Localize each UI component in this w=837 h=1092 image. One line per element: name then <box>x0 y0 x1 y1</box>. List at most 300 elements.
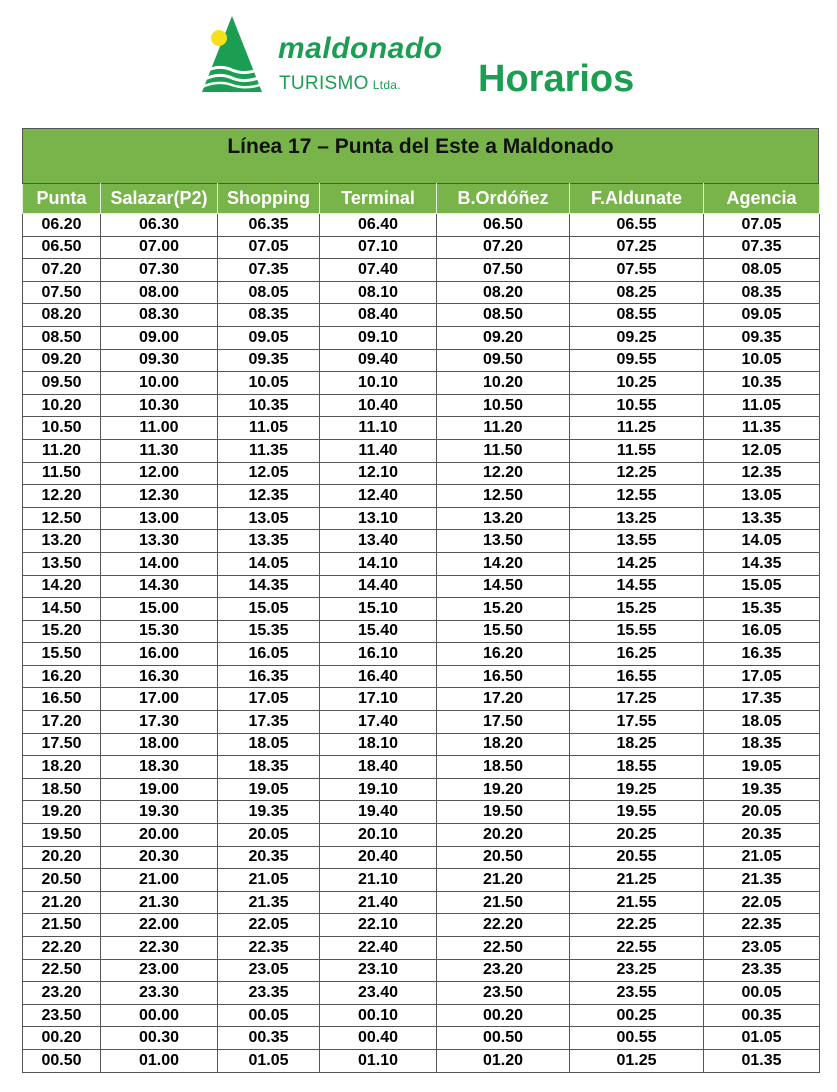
table-row <box>23 756 820 779</box>
time-cell: 10.25 <box>570 372 704 395</box>
time-cell: 23.05 <box>218 959 320 982</box>
table-row <box>23 530 820 553</box>
time-cell: 22.20 <box>437 914 570 937</box>
time-cell: 10.50 <box>437 394 570 417</box>
brand-sub-text: TURISMO <box>279 73 369 94</box>
time-cell: 22.05 <box>704 891 820 914</box>
time-cell: 07.50 <box>437 259 570 282</box>
table-row <box>23 959 820 982</box>
time-cell: 01.20 <box>437 1049 570 1072</box>
time-cell: 13.20 <box>437 507 570 530</box>
time-cell: 08.05 <box>704 259 820 282</box>
time-cell: 23.35 <box>704 959 820 982</box>
time-cell: 08.30 <box>101 304 218 327</box>
table-row <box>23 304 820 327</box>
table-row <box>23 372 820 395</box>
time-cell: 16.20 <box>437 643 570 666</box>
time-cell: 09.00 <box>101 326 218 349</box>
column-header-row <box>23 184 820 214</box>
time-cell: 23.20 <box>23 982 101 1005</box>
time-cell: 10.35 <box>218 394 320 417</box>
table-row <box>23 575 820 598</box>
time-cell: 18.05 <box>218 733 320 756</box>
time-cell: 16.00 <box>101 643 218 666</box>
time-cell: 19.10 <box>320 778 437 801</box>
time-cell: 14.50 <box>23 598 101 621</box>
time-cell: 13.35 <box>704 507 820 530</box>
time-cell: 10.30 <box>101 394 218 417</box>
time-cell: 08.40 <box>320 304 437 327</box>
time-cell: 13.50 <box>23 552 101 575</box>
time-cell: 16.50 <box>437 665 570 688</box>
time-cell: 16.05 <box>704 620 820 643</box>
time-cell: 16.50 <box>23 688 101 711</box>
time-cell: 19.50 <box>23 824 101 847</box>
brand-subtitle <box>279 74 401 93</box>
time-cell: 11.40 <box>320 439 437 462</box>
table-row <box>23 778 820 801</box>
table-row <box>23 801 820 824</box>
time-cell: 07.05 <box>704 214 820 237</box>
table-row <box>23 485 820 508</box>
time-cell: 20.00 <box>101 824 218 847</box>
time-cell: 17.25 <box>570 688 704 711</box>
time-cell: 21.10 <box>320 869 437 892</box>
time-cell: 08.20 <box>23 304 101 327</box>
time-cell: 15.05 <box>704 575 820 598</box>
time-cell: 17.35 <box>218 711 320 734</box>
time-cell: 19.30 <box>101 801 218 824</box>
column-header: F.Aldunate <box>570 184 704 214</box>
time-cell: 14.40 <box>320 575 437 598</box>
time-cell: 00.50 <box>23 1049 101 1072</box>
time-cell: 01.10 <box>320 1049 437 1072</box>
time-cell: 09.50 <box>23 372 101 395</box>
time-cell: 00.30 <box>101 1027 218 1050</box>
time-cell: 13.30 <box>101 530 218 553</box>
time-cell: 16.05 <box>218 643 320 666</box>
time-cell: 17.05 <box>218 688 320 711</box>
time-cell: 21.35 <box>704 869 820 892</box>
maldonado-turismo-logo-icon <box>200 14 264 94</box>
time-cell: 08.35 <box>218 304 320 327</box>
table-row <box>23 462 820 485</box>
time-cell: 19.05 <box>704 756 820 779</box>
time-cell: 12.10 <box>320 462 437 485</box>
time-cell: 09.50 <box>437 349 570 372</box>
time-cell: 16.20 <box>23 665 101 688</box>
time-cell: 17.35 <box>704 688 820 711</box>
time-cell: 16.10 <box>320 643 437 666</box>
time-cell: 00.05 <box>704 982 820 1005</box>
time-cell: 06.30 <box>101 214 218 237</box>
time-cell: 18.35 <box>704 733 820 756</box>
time-cell: 14.50 <box>437 575 570 598</box>
time-cell: 14.05 <box>218 552 320 575</box>
schedule-title: Línea 17 – Punta del Este a Maldonado <box>22 128 819 183</box>
time-cell: 00.00 <box>101 1004 218 1027</box>
time-cell: 23.40 <box>320 982 437 1005</box>
table-row <box>23 643 820 666</box>
time-cell: 20.10 <box>320 824 437 847</box>
time-cell: 11.50 <box>23 462 101 485</box>
time-cell: 12.40 <box>320 485 437 508</box>
time-cell: 20.40 <box>320 846 437 869</box>
time-cell: 06.40 <box>320 214 437 237</box>
time-cell: 21.35 <box>218 891 320 914</box>
table-row <box>23 824 820 847</box>
time-cell: 00.05 <box>218 1004 320 1027</box>
time-cell: 11.55 <box>570 439 704 462</box>
time-cell: 20.25 <box>570 824 704 847</box>
time-cell: 19.00 <box>101 778 218 801</box>
time-cell: 15.50 <box>23 643 101 666</box>
column-header: Salazar(P2) <box>101 184 218 214</box>
time-cell: 15.10 <box>320 598 437 621</box>
time-cell: 19.50 <box>437 801 570 824</box>
time-cell: 11.25 <box>570 417 704 440</box>
time-cell: 20.35 <box>218 846 320 869</box>
time-cell: 14.05 <box>704 530 820 553</box>
time-cell: 20.50 <box>437 846 570 869</box>
time-cell: 13.40 <box>320 530 437 553</box>
time-cell: 18.25 <box>570 733 704 756</box>
time-cell: 21.25 <box>570 869 704 892</box>
time-cell: 14.35 <box>218 575 320 598</box>
time-cell: 11.00 <box>101 417 218 440</box>
time-cell: 08.55 <box>570 304 704 327</box>
time-cell: 10.40 <box>320 394 437 417</box>
table-row <box>23 711 820 734</box>
time-cell: 23.35 <box>218 982 320 1005</box>
table-row <box>23 665 820 688</box>
time-cell: 20.50 <box>23 869 101 892</box>
table-row <box>23 1004 820 1027</box>
table-row <box>23 236 820 259</box>
table-row <box>23 394 820 417</box>
time-cell: 10.55 <box>570 394 704 417</box>
column-header: Punta <box>23 184 101 214</box>
time-cell: 18.50 <box>437 756 570 779</box>
time-cell: 08.05 <box>218 281 320 304</box>
time-cell: 17.20 <box>23 711 101 734</box>
time-cell: 15.50 <box>437 620 570 643</box>
time-cell: 21.50 <box>23 914 101 937</box>
time-cell: 13.50 <box>437 530 570 553</box>
time-cell: 13.35 <box>218 530 320 553</box>
time-cell: 10.20 <box>23 394 101 417</box>
time-cell: 18.20 <box>437 733 570 756</box>
time-cell: 09.05 <box>218 326 320 349</box>
schedule-body <box>23 214 820 1073</box>
time-cell: 09.20 <box>23 349 101 372</box>
time-cell: 18.05 <box>704 711 820 734</box>
time-cell: 22.40 <box>320 937 437 960</box>
time-cell: 19.40 <box>320 801 437 824</box>
time-cell: 19.55 <box>570 801 704 824</box>
time-cell: 23.50 <box>437 982 570 1005</box>
time-cell: 11.30 <box>101 439 218 462</box>
time-cell: 12.20 <box>23 485 101 508</box>
time-cell: 07.30 <box>101 259 218 282</box>
time-cell: 15.20 <box>23 620 101 643</box>
time-cell: 20.20 <box>437 824 570 847</box>
schedule-table <box>22 183 820 1073</box>
time-cell: 01.05 <box>218 1049 320 1072</box>
time-cell: 09.10 <box>320 326 437 349</box>
time-cell: 22.50 <box>23 959 101 982</box>
time-cell: 12.55 <box>570 485 704 508</box>
time-cell: 07.25 <box>570 236 704 259</box>
table-row <box>23 937 820 960</box>
column-header: Agencia <box>704 184 820 214</box>
time-cell: 22.10 <box>320 914 437 937</box>
page-header <box>0 0 837 128</box>
table-row <box>23 507 820 530</box>
time-cell: 22.00 <box>101 914 218 937</box>
time-cell: 22.25 <box>570 914 704 937</box>
time-cell: 14.55 <box>570 575 704 598</box>
time-cell: 15.00 <box>101 598 218 621</box>
table-row <box>23 214 820 237</box>
page-title: Horarios <box>478 58 635 100</box>
time-cell: 06.50 <box>23 236 101 259</box>
time-cell: 18.35 <box>218 756 320 779</box>
time-cell: 13.05 <box>218 507 320 530</box>
time-cell: 19.05 <box>218 778 320 801</box>
time-cell: 14.20 <box>23 575 101 598</box>
time-cell: 06.55 <box>570 214 704 237</box>
time-cell: 07.20 <box>437 236 570 259</box>
table-row <box>23 1049 820 1072</box>
brand-suffix: Ltda. <box>372 78 401 92</box>
time-cell: 08.10 <box>320 281 437 304</box>
time-cell: 19.20 <box>23 801 101 824</box>
time-cell: 17.00 <box>101 688 218 711</box>
time-cell: 08.50 <box>23 326 101 349</box>
time-cell: 12.05 <box>704 439 820 462</box>
time-cell: 09.25 <box>570 326 704 349</box>
time-cell: 11.20 <box>23 439 101 462</box>
time-cell: 08.25 <box>570 281 704 304</box>
time-cell: 13.25 <box>570 507 704 530</box>
time-cell: 08.00 <box>101 281 218 304</box>
time-cell: 18.00 <box>101 733 218 756</box>
time-cell: 07.50 <box>23 281 101 304</box>
time-cell: 16.40 <box>320 665 437 688</box>
time-cell: 23.25 <box>570 959 704 982</box>
time-cell: 12.05 <box>218 462 320 485</box>
table-row <box>23 869 820 892</box>
time-cell: 22.30 <box>101 937 218 960</box>
time-cell: 07.35 <box>218 259 320 282</box>
time-cell: 16.35 <box>218 665 320 688</box>
time-cell: 17.20 <box>437 688 570 711</box>
time-cell: 14.00 <box>101 552 218 575</box>
time-cell: 00.20 <box>437 1004 570 1027</box>
time-cell: 07.10 <box>320 236 437 259</box>
time-cell: 15.30 <box>101 620 218 643</box>
time-cell: 21.30 <box>101 891 218 914</box>
time-cell: 11.35 <box>704 417 820 440</box>
time-cell: 11.05 <box>218 417 320 440</box>
time-cell: 08.50 <box>437 304 570 327</box>
time-cell: 16.30 <box>101 665 218 688</box>
time-cell: 07.20 <box>23 259 101 282</box>
time-cell: 07.05 <box>218 236 320 259</box>
time-cell: 17.50 <box>23 733 101 756</box>
time-cell: 16.55 <box>570 665 704 688</box>
table-row <box>23 281 820 304</box>
time-cell: 15.40 <box>320 620 437 643</box>
time-cell: 11.05 <box>704 394 820 417</box>
time-cell: 19.20 <box>437 778 570 801</box>
time-cell: 11.35 <box>218 439 320 462</box>
time-cell: 12.25 <box>570 462 704 485</box>
time-cell: 01.05 <box>704 1027 820 1050</box>
time-cell: 17.30 <box>101 711 218 734</box>
time-cell: 07.00 <box>101 236 218 259</box>
time-cell: 22.55 <box>570 937 704 960</box>
time-cell: 14.35 <box>704 552 820 575</box>
table-row <box>23 733 820 756</box>
table-row <box>23 326 820 349</box>
table-row <box>23 439 820 462</box>
table-row <box>23 688 820 711</box>
table-row <box>23 1027 820 1050</box>
time-cell: 14.30 <box>101 575 218 598</box>
column-header: B.Ordóñez <box>437 184 570 214</box>
time-cell: 23.50 <box>23 1004 101 1027</box>
time-cell: 12.35 <box>218 485 320 508</box>
time-cell: 21.40 <box>320 891 437 914</box>
time-cell: 17.10 <box>320 688 437 711</box>
time-cell: 15.25 <box>570 598 704 621</box>
time-cell: 17.55 <box>570 711 704 734</box>
time-cell: 11.50 <box>437 439 570 462</box>
time-cell: 13.55 <box>570 530 704 553</box>
schedule-table-container <box>22 128 819 1073</box>
time-cell: 21.05 <box>704 846 820 869</box>
time-cell: 18.50 <box>23 778 101 801</box>
time-cell: 22.35 <box>704 914 820 937</box>
time-cell: 17.50 <box>437 711 570 734</box>
time-cell: 19.25 <box>570 778 704 801</box>
time-cell: 18.20 <box>23 756 101 779</box>
time-cell: 18.30 <box>101 756 218 779</box>
time-cell: 23.00 <box>101 959 218 982</box>
time-cell: 20.35 <box>704 824 820 847</box>
time-cell: 00.10 <box>320 1004 437 1027</box>
time-cell: 06.50 <box>437 214 570 237</box>
time-cell: 22.50 <box>437 937 570 960</box>
time-cell: 15.35 <box>704 598 820 621</box>
time-cell: 07.55 <box>570 259 704 282</box>
time-cell: 10.35 <box>704 372 820 395</box>
table-row <box>23 982 820 1005</box>
time-cell: 13.10 <box>320 507 437 530</box>
time-cell: 18.55 <box>570 756 704 779</box>
time-cell: 10.00 <box>101 372 218 395</box>
time-cell: 17.05 <box>704 665 820 688</box>
time-cell: 00.20 <box>23 1027 101 1050</box>
time-cell: 12.50 <box>437 485 570 508</box>
table-row <box>23 846 820 869</box>
time-cell: 11.20 <box>437 417 570 440</box>
time-cell: 20.20 <box>23 846 101 869</box>
time-cell: 14.10 <box>320 552 437 575</box>
time-cell: 09.40 <box>320 349 437 372</box>
time-cell: 14.25 <box>570 552 704 575</box>
time-cell: 18.40 <box>320 756 437 779</box>
time-cell: 15.05 <box>218 598 320 621</box>
time-cell: 09.20 <box>437 326 570 349</box>
time-cell: 09.55 <box>570 349 704 372</box>
time-cell: 20.05 <box>218 824 320 847</box>
time-cell: 21.50 <box>437 891 570 914</box>
time-cell: 10.05 <box>704 349 820 372</box>
time-cell: 00.50 <box>437 1027 570 1050</box>
time-cell: 12.35 <box>704 462 820 485</box>
table-row <box>23 417 820 440</box>
table-row <box>23 891 820 914</box>
time-cell: 23.30 <box>101 982 218 1005</box>
column-header: Terminal <box>320 184 437 214</box>
time-cell: 09.35 <box>704 326 820 349</box>
time-cell: 01.35 <box>704 1049 820 1072</box>
time-cell: 10.20 <box>437 372 570 395</box>
time-cell: 09.05 <box>704 304 820 327</box>
time-cell: 00.35 <box>704 1004 820 1027</box>
time-cell: 20.05 <box>704 801 820 824</box>
time-cell: 22.35 <box>218 937 320 960</box>
time-cell: 13.00 <box>101 507 218 530</box>
time-cell: 15.55 <box>570 620 704 643</box>
time-cell: 12.50 <box>23 507 101 530</box>
time-cell: 17.40 <box>320 711 437 734</box>
time-cell: 23.55 <box>570 982 704 1005</box>
time-cell: 23.10 <box>320 959 437 982</box>
time-cell: 00.35 <box>218 1027 320 1050</box>
time-cell: 07.40 <box>320 259 437 282</box>
time-cell: 00.40 <box>320 1027 437 1050</box>
time-cell: 16.35 <box>704 643 820 666</box>
time-cell: 06.35 <box>218 214 320 237</box>
time-cell: 22.20 <box>23 937 101 960</box>
time-cell: 10.50 <box>23 417 101 440</box>
time-cell: 19.35 <box>218 801 320 824</box>
time-cell: 23.05 <box>704 937 820 960</box>
time-cell: 12.20 <box>437 462 570 485</box>
time-cell: 09.35 <box>218 349 320 372</box>
table-row <box>23 598 820 621</box>
table-row <box>23 349 820 372</box>
time-cell: 16.25 <box>570 643 704 666</box>
brand-name: maldonado <box>278 32 443 65</box>
time-cell: 09.30 <box>101 349 218 372</box>
time-cell: 21.20 <box>23 891 101 914</box>
time-cell: 12.30 <box>101 485 218 508</box>
table-row <box>23 620 820 643</box>
time-cell: 21.05 <box>218 869 320 892</box>
table-row <box>23 259 820 282</box>
time-cell: 01.00 <box>101 1049 218 1072</box>
time-cell: 14.20 <box>437 552 570 575</box>
time-cell: 22.05 <box>218 914 320 937</box>
time-cell: 12.00 <box>101 462 218 485</box>
time-cell: 10.10 <box>320 372 437 395</box>
time-cell: 21.55 <box>570 891 704 914</box>
